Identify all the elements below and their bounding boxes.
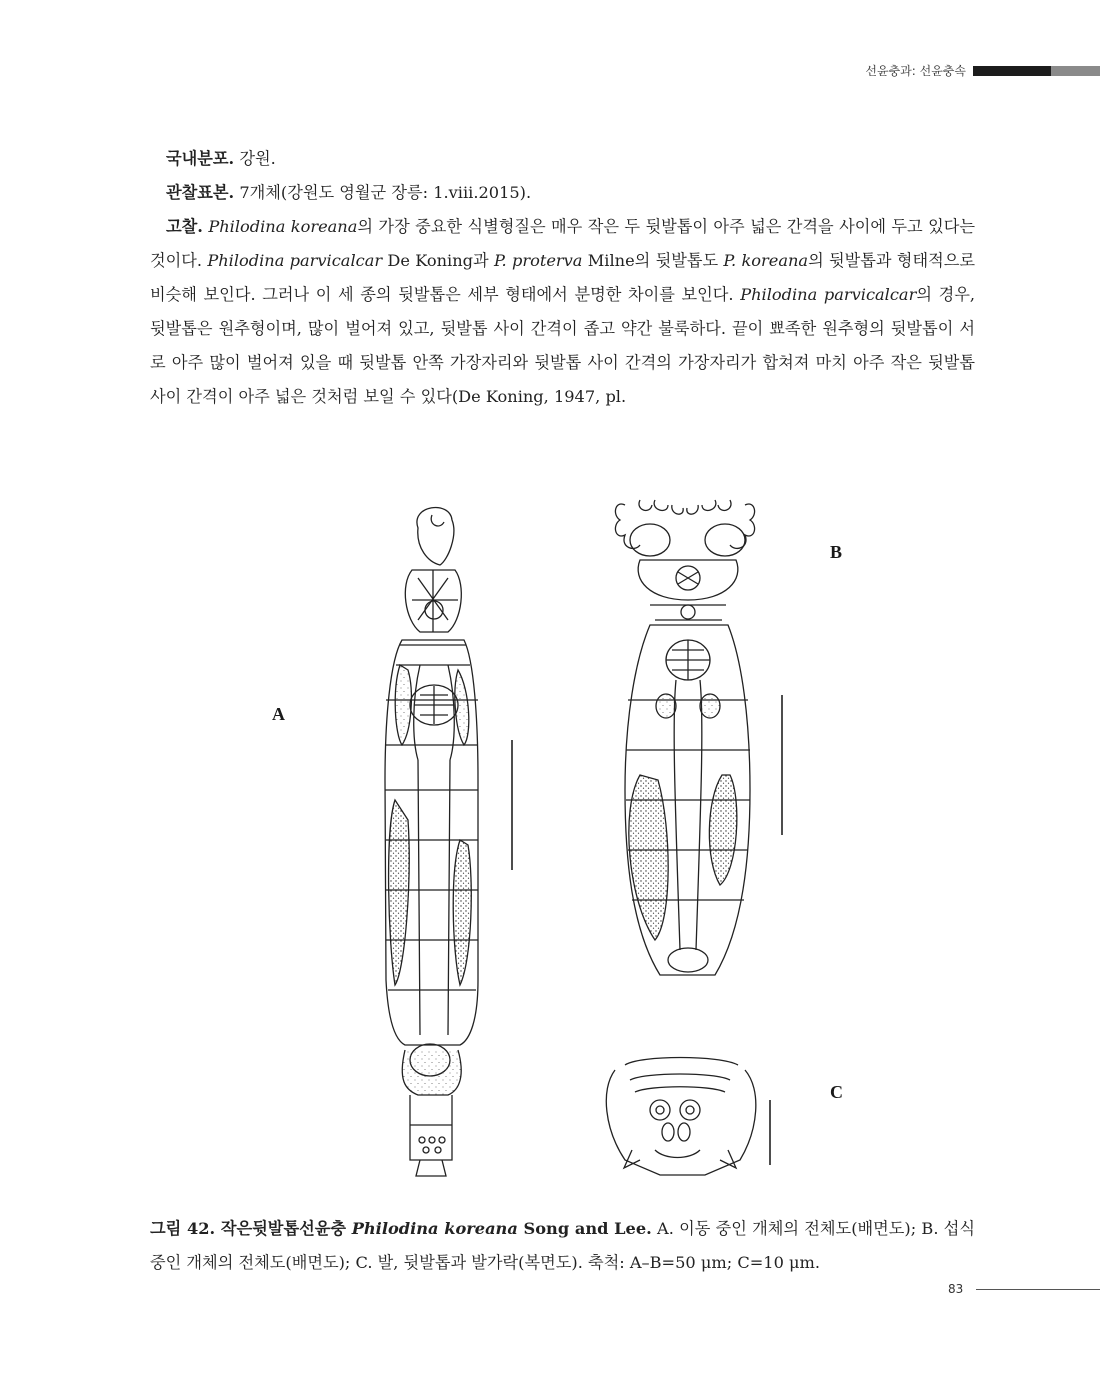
rotifer-figure	[250, 480, 850, 1195]
species-name: Philodina parvicalcar	[207, 251, 383, 270]
specimen-text: 7개체(강원도 영월군 장릉: 1.viii.2015).	[234, 183, 532, 202]
header-bar-dark	[973, 66, 1051, 76]
caption-title: 그림 42. 작은뒷발톱선윤충	[150, 1219, 352, 1238]
figure-label-a: A	[272, 704, 285, 724]
remarks-label: 고찰.	[166, 217, 203, 236]
caption-authority: Song and Lee.	[517, 1219, 652, 1238]
species-name: P. koreana	[723, 251, 809, 270]
body-text	[150, 142, 975, 414]
caption-text: A. 이동 중인 개체의 전체도(배면도); B. 섭식 중인 개체의 전체도(배면도); C. 발, 뒷발톱과 발가락(복면도). 축척: A–B=50 μm; C=10 μm.	[150, 1219, 975, 1272]
remarks-text: 의 뒷발톱과 형태적으로 비슷해 보인다. 그러나 이 세 종의 뒷발톱은 세부 형태에서 분명한 차이를 보인다.	[150, 251, 975, 304]
figure-label-c: C	[830, 1082, 843, 1102]
species-name: Philodina parvicalcar	[740, 285, 917, 304]
running-header: 선윤충과: 선윤충속	[865, 64, 966, 78]
species-name: P. proterva	[493, 251, 583, 270]
distribution-label: 국내분포.	[166, 149, 235, 168]
drawing-a	[385, 508, 478, 1176]
species-name: Philodina koreana	[208, 217, 358, 236]
remarks-text: Milne의 뒷발톱도	[582, 251, 724, 270]
distribution-text: 강원.	[234, 149, 276, 168]
header-bar-gray	[1051, 66, 1100, 76]
figure-label-b: B	[830, 542, 843, 562]
caption-species: Philodina koreana	[351, 1219, 518, 1238]
distribution-paragraph	[150, 142, 975, 176]
drawing-c	[606, 1058, 756, 1176]
drawing-b	[615, 500, 754, 975]
footer-rule	[976, 1289, 1100, 1290]
figure-caption	[150, 1212, 975, 1280]
remarks-paragraph	[150, 210, 975, 414]
page-number: 83	[948, 1282, 964, 1296]
remarks-text: 의 가장 중요한 식별형질은 매우 작은 두 뒷발톱이 아주 넓은 간격을 사이에 두고 있다는 것이다.	[150, 217, 975, 270]
specimen-paragraph	[150, 176, 975, 210]
specimen-label: 관찰표본.	[166, 183, 235, 202]
remarks-text: 의 경우, 뒷발톱은 원추형이며, 많이 벌어져 있고, 뒷발톱 사이 간격이 좁고 약간 불룩하다. 끝이 뾰족한 원추형의 뒷발톱이 서로 아주 많이 벌어져 있을 때 뒷발톱 안쪽 가장자리와 뒷발톱 사이 간격의 가장자리가 합쳐져 마치 아주 작은 뒷발톱 사이 간격이 아주 넓은 것처럼 보일 수 있다(De Koning, 1947, pl.	[150, 285, 975, 406]
remarks-text: De Koning과	[382, 251, 494, 270]
